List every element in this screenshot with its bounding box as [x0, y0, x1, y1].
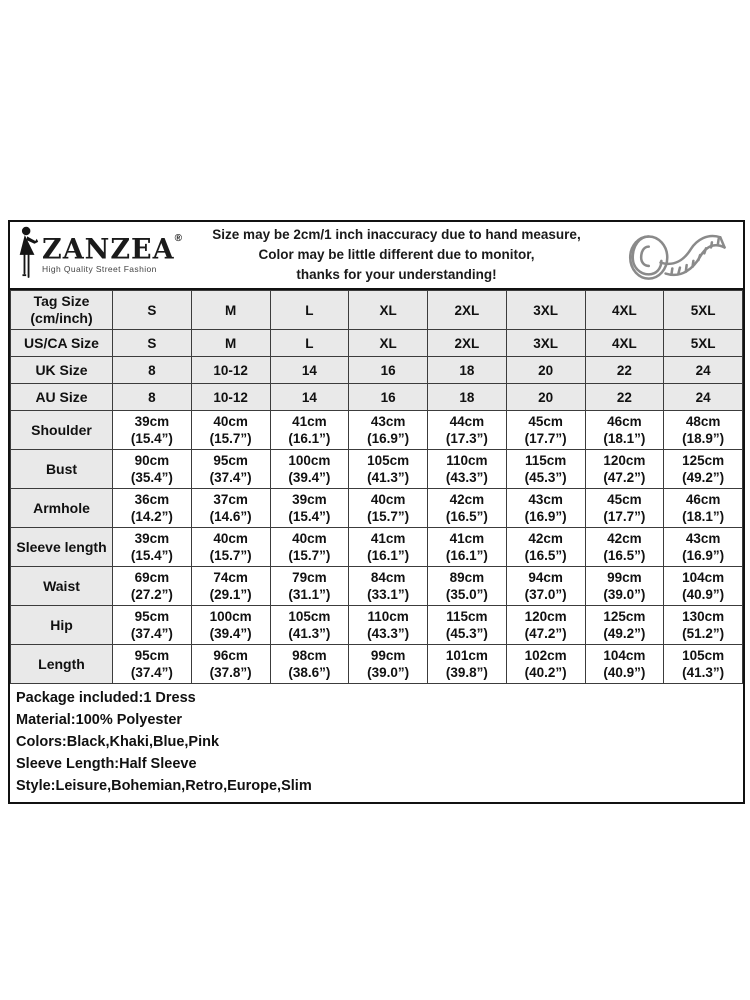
brand-text: [42, 233, 182, 275]
size-cell: M: [191, 330, 270, 357]
size-cell: 5XL: [664, 291, 743, 330]
size-cell: 42cm (16.5”): [506, 528, 585, 567]
size-cell: 10-12: [191, 384, 270, 411]
row-label: Shoulder: [11, 411, 113, 450]
table-row: [11, 291, 743, 330]
brand-tagline: High Quality Street Fashion: [42, 264, 157, 275]
row-label: Hip: [11, 606, 113, 645]
product-info-line: Sleeve Length:Half Sleeve: [16, 756, 197, 772]
size-cell: 69cm (27.2”): [113, 567, 192, 606]
disclaimer-text: [184, 225, 609, 285]
size-cell: 4XL: [585, 291, 664, 330]
size-cell: 4XL: [585, 330, 664, 357]
size-cell: 22: [585, 357, 664, 384]
size-cell: 20: [506, 357, 585, 384]
row-label: UK Size: [11, 357, 113, 384]
size-cell: XL: [349, 291, 428, 330]
size-cell: 84cm (33.1”): [349, 567, 428, 606]
row-label: US/CA Size: [11, 330, 113, 357]
product-info: [10, 684, 743, 802]
size-cell: 120cm (47.2”): [585, 450, 664, 489]
size-cell: 40cm (15.7”): [349, 489, 428, 528]
size-cell: 20: [506, 384, 585, 411]
row-label: Tag Size (cm/inch): [11, 291, 113, 330]
size-cell: 102cm (40.2”): [506, 645, 585, 684]
size-cell: 95cm (37.4”): [113, 645, 192, 684]
size-cell: 90cm (35.4”): [113, 450, 192, 489]
size-cell: 125cm (49.2”): [585, 606, 664, 645]
size-cell: 2XL: [428, 330, 507, 357]
size-cell: 79cm (31.1”): [270, 567, 349, 606]
size-cell: S: [113, 330, 192, 357]
size-cell: 94cm (37.0”): [506, 567, 585, 606]
size-cell: 46cm (18.1”): [585, 411, 664, 450]
size-cell: 43cm (16.9”): [664, 528, 743, 567]
size-cell: 89cm (35.0”): [428, 567, 507, 606]
size-cell: 24: [664, 384, 743, 411]
size-cell: 44cm (17.3”): [428, 411, 507, 450]
size-cell: 16: [349, 384, 428, 411]
size-cell: 10-12: [191, 357, 270, 384]
size-cell: 14: [270, 384, 349, 411]
size-cell: 39cm (15.4”): [270, 489, 349, 528]
size-table: [10, 290, 743, 684]
row-label: Bust: [11, 450, 113, 489]
table-row: [11, 450, 743, 489]
size-cell: 45cm (17.7”): [506, 411, 585, 450]
disclaimer-line-3: thanks for your understanding!: [296, 267, 497, 282]
size-cell: 105cm (41.3”): [664, 645, 743, 684]
row-label: Length: [11, 645, 113, 684]
table-row: [11, 357, 743, 384]
size-cell: 125cm (49.2”): [664, 450, 743, 489]
size-cell: 43cm (16.9”): [349, 411, 428, 450]
size-cell: XL: [349, 330, 428, 357]
brand-name: ZANZEA: [42, 233, 175, 267]
size-cell: 3XL: [506, 330, 585, 357]
size-cell: 40cm (15.7”): [191, 411, 270, 450]
size-cell: 95cm (37.4”): [113, 606, 192, 645]
size-cell: 130cm (51.2”): [664, 606, 743, 645]
size-cell: L: [270, 291, 349, 330]
size-cell: 100cm (39.4”): [270, 450, 349, 489]
size-cell: 3XL: [506, 291, 585, 330]
size-cell: 99cm (39.0”): [585, 567, 664, 606]
disclaimer-line-2: Color may be little different due to monitor,: [258, 247, 535, 262]
size-cell: M: [191, 291, 270, 330]
size-table-body: [11, 291, 743, 684]
disclaimer-line-1: Size may be 2cm/1 inch inaccuracy due to hand measure,: [212, 227, 581, 242]
table-row: [11, 567, 743, 606]
size-cell: 110cm (43.3”): [428, 450, 507, 489]
size-cell: 96cm (37.8”): [191, 645, 270, 684]
table-row: [11, 528, 743, 567]
size-cell: 105cm (41.3”): [349, 450, 428, 489]
size-cell: 22: [585, 384, 664, 411]
size-cell: 41cm (16.1”): [349, 528, 428, 567]
size-cell: 115cm (45.3”): [428, 606, 507, 645]
size-cell: 42cm (16.5”): [585, 528, 664, 567]
row-label: Sleeve length: [11, 528, 113, 567]
size-cell: 105cm (41.3”): [270, 606, 349, 645]
size-cell: 98cm (38.6”): [270, 645, 349, 684]
size-cell: 115cm (45.3”): [506, 450, 585, 489]
size-cell: 104cm (40.9”): [664, 567, 743, 606]
size-cell: 8: [113, 384, 192, 411]
size-cell: 110cm (43.3”): [349, 606, 428, 645]
size-cell: 24: [664, 357, 743, 384]
size-cell: 48cm (18.9”): [664, 411, 743, 450]
woman-silhouette-icon: [16, 225, 40, 286]
size-cell: 99cm (39.0”): [349, 645, 428, 684]
size-cell: 14: [270, 357, 349, 384]
size-cell: 2XL: [428, 291, 507, 330]
size-cell: 36cm (14.2”): [113, 489, 192, 528]
size-cell: 16: [349, 357, 428, 384]
table-row: [11, 489, 743, 528]
size-cell: L: [270, 330, 349, 357]
size-cell: 42cm (16.5”): [428, 489, 507, 528]
table-row: [11, 330, 743, 357]
size-cell: 104cm (40.9”): [585, 645, 664, 684]
size-cell: 8: [113, 357, 192, 384]
product-info-line: Material:100% Polyester: [16, 712, 183, 728]
size-cell: 40cm (15.7”): [191, 528, 270, 567]
size-cell: 120cm (47.2”): [506, 606, 585, 645]
size-cell: 39cm (15.4”): [113, 411, 192, 450]
size-cell: 101cm (39.8”): [428, 645, 507, 684]
registered-mark-icon: ®: [174, 233, 182, 245]
size-cell: 41cm (16.1”): [428, 528, 507, 567]
header: [10, 222, 743, 290]
size-cell: 46cm (18.1”): [664, 489, 743, 528]
size-cell: 18: [428, 384, 507, 411]
size-cell: 95cm (37.4”): [191, 450, 270, 489]
table-row: [11, 645, 743, 684]
size-cell: 45cm (17.7”): [585, 489, 664, 528]
size-cell: 39cm (15.4”): [113, 528, 192, 567]
table-row: [11, 606, 743, 645]
size-cell: 37cm (14.6”): [191, 489, 270, 528]
size-cell: 41cm (16.1”): [270, 411, 349, 450]
brand-logo: [14, 225, 184, 286]
measuring-tape-icon: [609, 223, 739, 287]
product-info-line: Style:Leisure,Bohemian,Retro,Europe,Slim: [16, 778, 312, 794]
size-chart-sheet: [8, 220, 745, 804]
size-cell: 18: [428, 357, 507, 384]
size-cell: S: [113, 291, 192, 330]
product-info-line: Colors:Black,Khaki,Blue,Pink: [16, 734, 220, 750]
table-row: [11, 411, 743, 450]
size-cell: 43cm (16.9”): [506, 489, 585, 528]
row-label: Waist: [11, 567, 113, 606]
size-cell: 40cm (15.7”): [270, 528, 349, 567]
size-cell: 5XL: [664, 330, 743, 357]
row-label: Armhole: [11, 489, 113, 528]
size-cell: 74cm (29.1”): [191, 567, 270, 606]
size-cell: 100cm (39.4”): [191, 606, 270, 645]
product-info-line: Package included:1 Dress: [16, 690, 196, 706]
table-row: [11, 384, 743, 411]
row-label: AU Size: [11, 384, 113, 411]
